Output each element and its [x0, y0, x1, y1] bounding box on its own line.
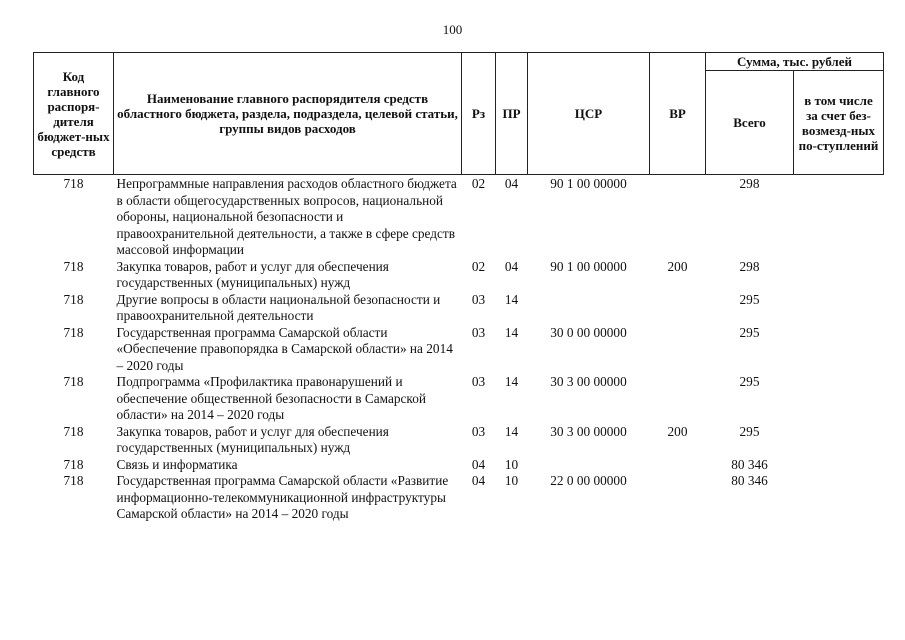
row-name: Непрограммные направления расходов областного бюджета в области общегосударственных вопросов, национальной обороны, национальной безопасности и правоохранительной деятельности, а также в сфере средств массовой информации	[116, 176, 457, 257]
header-name: Наименование главного распорядителя средств областного бюджета, раздела, подраздела, целевой статьи, группы видов расходов	[114, 53, 462, 175]
row-extra	[794, 424, 884, 457]
row-rz: 03	[471, 423, 486, 439]
row-name: Другие вопросы в области национальной безопасности и правоохранительной деятельности	[116, 291, 441, 323]
row-rz: 03	[471, 374, 486, 389]
row-total: 80 346	[731, 473, 768, 488]
header-code: Код главного распоря-дителя бюджет-ных средств	[34, 53, 114, 175]
row-pr: 14	[504, 324, 519, 340]
row-code: 718	[63, 324, 84, 340]
row-extra	[794, 374, 884, 424]
row-extra	[794, 259, 884, 292]
row-code: 718	[63, 258, 84, 274]
row-rz: 04	[471, 473, 486, 488]
row-pr: 04	[504, 258, 519, 274]
table-row	[34, 292, 884, 325]
row-code: 718	[63, 374, 84, 389]
row-total: 298	[739, 258, 760, 274]
row-name: Государственная программа Самарской области «Обеспечение правопорядка в Самарской области» на 2014 – 2020 годы	[116, 324, 453, 373]
row-pr: 14	[504, 291, 519, 307]
row-total: 80 346	[731, 456, 768, 472]
row-vr: 200	[667, 423, 688, 439]
page-number: 100	[442, 22, 463, 37]
row-csr: 30 3 00 00000	[550, 423, 627, 439]
header-vr: ВР	[650, 53, 706, 175]
row-code: 718	[63, 291, 84, 307]
row-csr: 22 0 00 00000	[550, 473, 627, 488]
row-rz: 04	[471, 456, 486, 472]
row-total: 298	[739, 176, 760, 191]
row-total: 295	[739, 423, 760, 439]
header-extra: в том числе за счет без-возмезд-ных по-ступлений	[794, 71, 884, 175]
row-pr: 14	[504, 374, 519, 389]
row-name: Закупка товаров, работ и услуг для обеспечения государственных (муниципальных) нужд	[116, 423, 389, 455]
row-pr: 10	[504, 456, 519, 472]
row-extra	[794, 473, 884, 523]
row-rz: 02	[471, 176, 486, 191]
table-row	[34, 473, 884, 523]
row-name: Закупка товаров, работ и услуг для обеспечения государственных (муниципальных) нужд	[116, 258, 389, 290]
row-name: Связь и информатика	[116, 456, 238, 472]
table-row	[34, 259, 884, 292]
row-extra	[794, 175, 884, 259]
row-pr: 14	[504, 423, 519, 439]
table-row	[34, 325, 884, 375]
row-code: 718	[63, 473, 84, 488]
row-total: 295	[739, 291, 760, 307]
row-pr: 10	[504, 473, 519, 488]
row-csr: 30 0 00 00000	[550, 324, 627, 340]
row-vr: 200	[667, 258, 688, 274]
row-extra	[794, 325, 884, 375]
row-code: 718	[63, 423, 84, 439]
row-rz: 03	[471, 324, 486, 340]
table-row	[34, 457, 884, 474]
row-name: Подпрограмма «Профилактика правонарушений и обеспечение общественной безопасности в Самарской области» на 2014 – 2020 годы	[116, 374, 426, 422]
row-vr	[650, 325, 706, 375]
row-total: 295	[739, 374, 760, 389]
row-vr	[650, 374, 706, 424]
row-extra	[794, 457, 884, 474]
row-csr	[528, 292, 650, 325]
row-rz: 02	[471, 258, 486, 274]
row-csr: 90 1 00 00000	[550, 176, 627, 191]
row-name: Государственная программа Самарской области «Развитие информационно-телекоммуникационной инфраструктуры Самарской области» на 2014 – 2020 годы	[116, 473, 449, 521]
header-rz: Рз	[462, 53, 496, 175]
row-vr	[650, 175, 706, 259]
row-vr	[650, 473, 706, 523]
table-row	[34, 374, 884, 424]
row-vr	[650, 292, 706, 325]
row-csr: 30 3 00 00000	[550, 374, 627, 389]
header-total: Всего	[706, 71, 794, 175]
header-pr: ПР	[496, 53, 528, 175]
table-row	[34, 424, 884, 457]
row-total: 295	[739, 324, 760, 340]
row-pr: 04	[504, 176, 519, 191]
budget-table	[33, 52, 884, 523]
row-csr	[528, 457, 650, 474]
table-header	[34, 53, 884, 175]
header-sum-group: Сумма, тыс. рублей	[706, 53, 884, 71]
row-csr: 90 1 00 00000	[550, 258, 627, 274]
row-code: 718	[63, 456, 84, 472]
header-csr: ЦСР	[528, 53, 650, 175]
row-rz: 03	[471, 291, 486, 307]
row-code: 718	[63, 176, 84, 191]
row-vr	[650, 457, 706, 474]
table-row	[34, 175, 884, 259]
row-extra	[794, 292, 884, 325]
table-body	[34, 175, 884, 523]
